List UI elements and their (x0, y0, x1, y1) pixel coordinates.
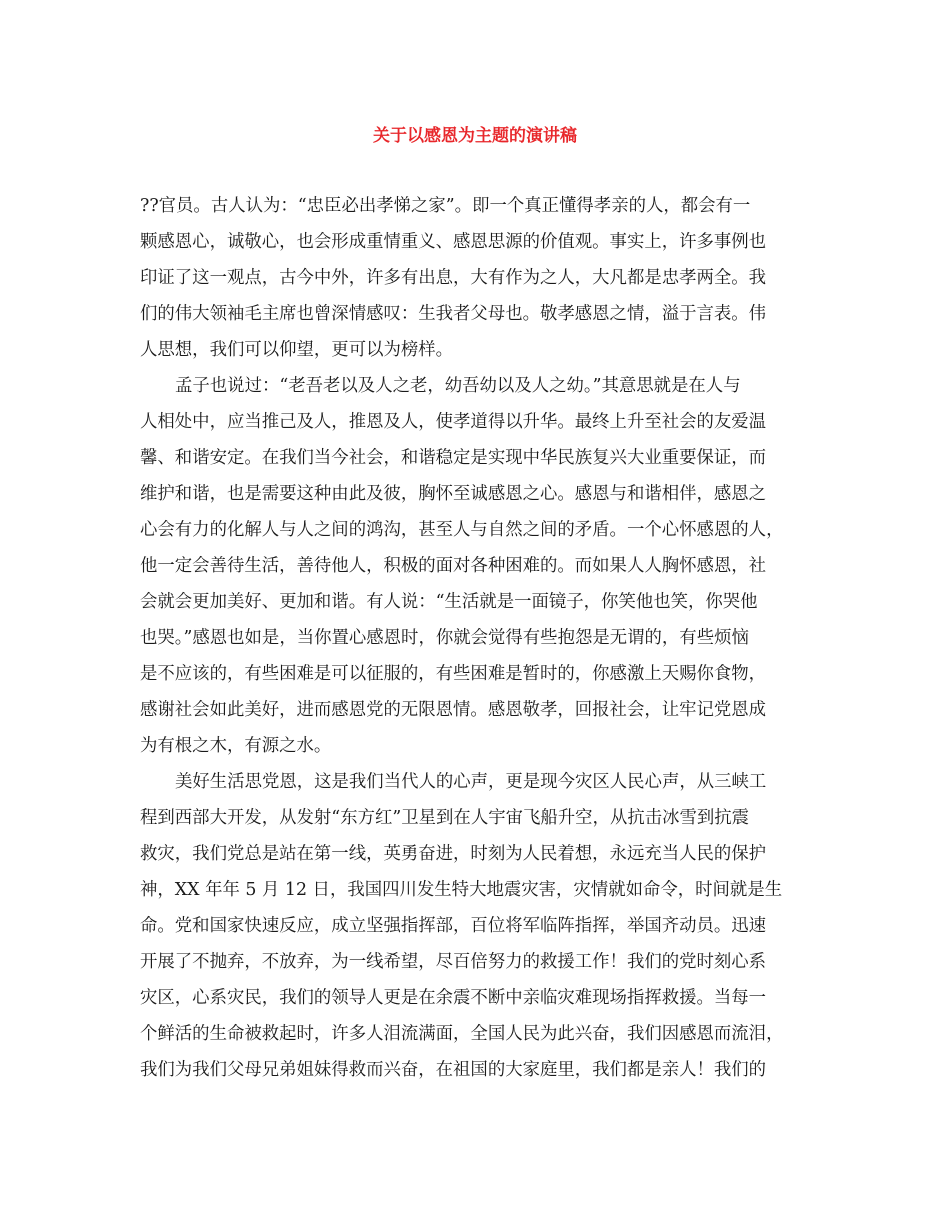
paragraph-line: 美好生活思党恩，这是我们当代人的心声，更是现今灾区人民心声，从三峡工 (175, 772, 767, 792)
paragraph-line: 是不应该的，有些困难是可以征服的，有些困难是暂时的，你感激上天赐你食物， (140, 664, 767, 684)
paragraph-line: 人相处中，应当推己及人，推恩及人，使孝道得以升华。最终上升至社会的友爱温 (140, 412, 767, 432)
paragraph-line: 颗感恩心，诚敬心，也会形成重情重义、感恩思源的价值观。事实上，许多事例也 (140, 232, 767, 252)
paragraph-line: 孟子也说过：“老吾老以及人之老，幼吾幼以及人之幼。”其意思就是在人与 (175, 376, 741, 396)
paragraph-line: 维护和谐，也是需要这种由此及彼，胸怀至诚感恩之心。感恩与和谐相伴，感恩之 (140, 484, 767, 504)
paragraph-line: 馨、和谐安定。在我们当今社会，和谐稳定是实现中华民族复兴大业重要保证，而 (140, 448, 767, 468)
paragraph-line: 命。党和国家快速反应，成立坚强指挥部，百位将军临阵指挥，举国齐动员。迅速 (140, 916, 767, 936)
paragraph-line: 也哭。”感恩也如是，当你置心感恩时，你就会觉得有些抱怨是无谓的，有些烦恼 (140, 628, 749, 648)
paragraph-line: 神，XX 年年 5 月 12 日，我国四川发生特大地震灾害，灾情就如命令，时间就是生 (140, 880, 783, 900)
paragraph-1 (140, 188, 820, 368)
paragraph-line: 为有根之木，有源之水。 (140, 736, 332, 756)
paragraph-3 (140, 764, 820, 1088)
paragraph-line: 程到西部大开发，从发射“东方红”卫星到在人宇宙飞船升空，从抗击冰雪到抗震 (140, 808, 750, 828)
paragraph-line: 感谢社会如此美好，进而感恩党的无限恩情。感恩敬孝，回报社会，让牢记党恩成 (140, 700, 767, 720)
paragraph-2 (140, 368, 820, 764)
paragraph-line: ??官员。古人认为：“忠臣必出孝悌之家”。即一个真正懂得孝亲的人，都会有一 (140, 196, 751, 216)
paragraph-line: 开展了不抛弃，不放弃，为一线希望，尽百倍努力的救援工作！我们的党时刻心系 (140, 952, 767, 972)
paragraph-line: 灾区，心系灾民，我们的领导人更是在余震不断中亲临灾难现场指挥救援。当每一 (140, 988, 767, 1008)
paragraph-line: 个鲜活的生命被救起时，许多人泪流满面，全国人民为此兴奋，我们因感恩而流泪， (140, 1024, 784, 1044)
paragraph-line: 心会有力的化解人与人之间的鸿沟，甚至人与自然之间的矛盾。一个心怀感恩的人， (140, 520, 784, 540)
paragraph-line: 人思想，我们可以仰望，更可以为榜样。 (140, 340, 454, 360)
paragraph-line: 们的伟大领袖毛主席也曾深情感叹：生我者父母也。敬孝感恩之情，溢于言表。伟 (140, 304, 767, 324)
document-title: 关于以感恩为主题的演讲稿 (373, 126, 577, 146)
paragraph-line: 救灾，我们党总是站在第一线，英勇奋进，时刻为人民着想，永远充当人民的保护 (140, 844, 767, 864)
paragraph-line: 我们为我们父母兄弟姐妹得救而兴奋，在祖国的大家庭里，我们都是亲人！我们的 (140, 1060, 767, 1080)
document-body (140, 188, 820, 1088)
paragraph-line: 印证了这一观点，古今中外，许多有出息，大有作为之人，大凡都是忠孝两全。我 (140, 268, 767, 288)
paragraph-line: 他一定会善待生活，善待他人，积极的面对各种困难的。而如果人人胸怀感恩，社 (140, 556, 767, 576)
paragraph-line: 会就会更加美好、更加和谐。有人说：“生活就是一面镜子，你笑他也笑，你哭他 (140, 592, 758, 612)
